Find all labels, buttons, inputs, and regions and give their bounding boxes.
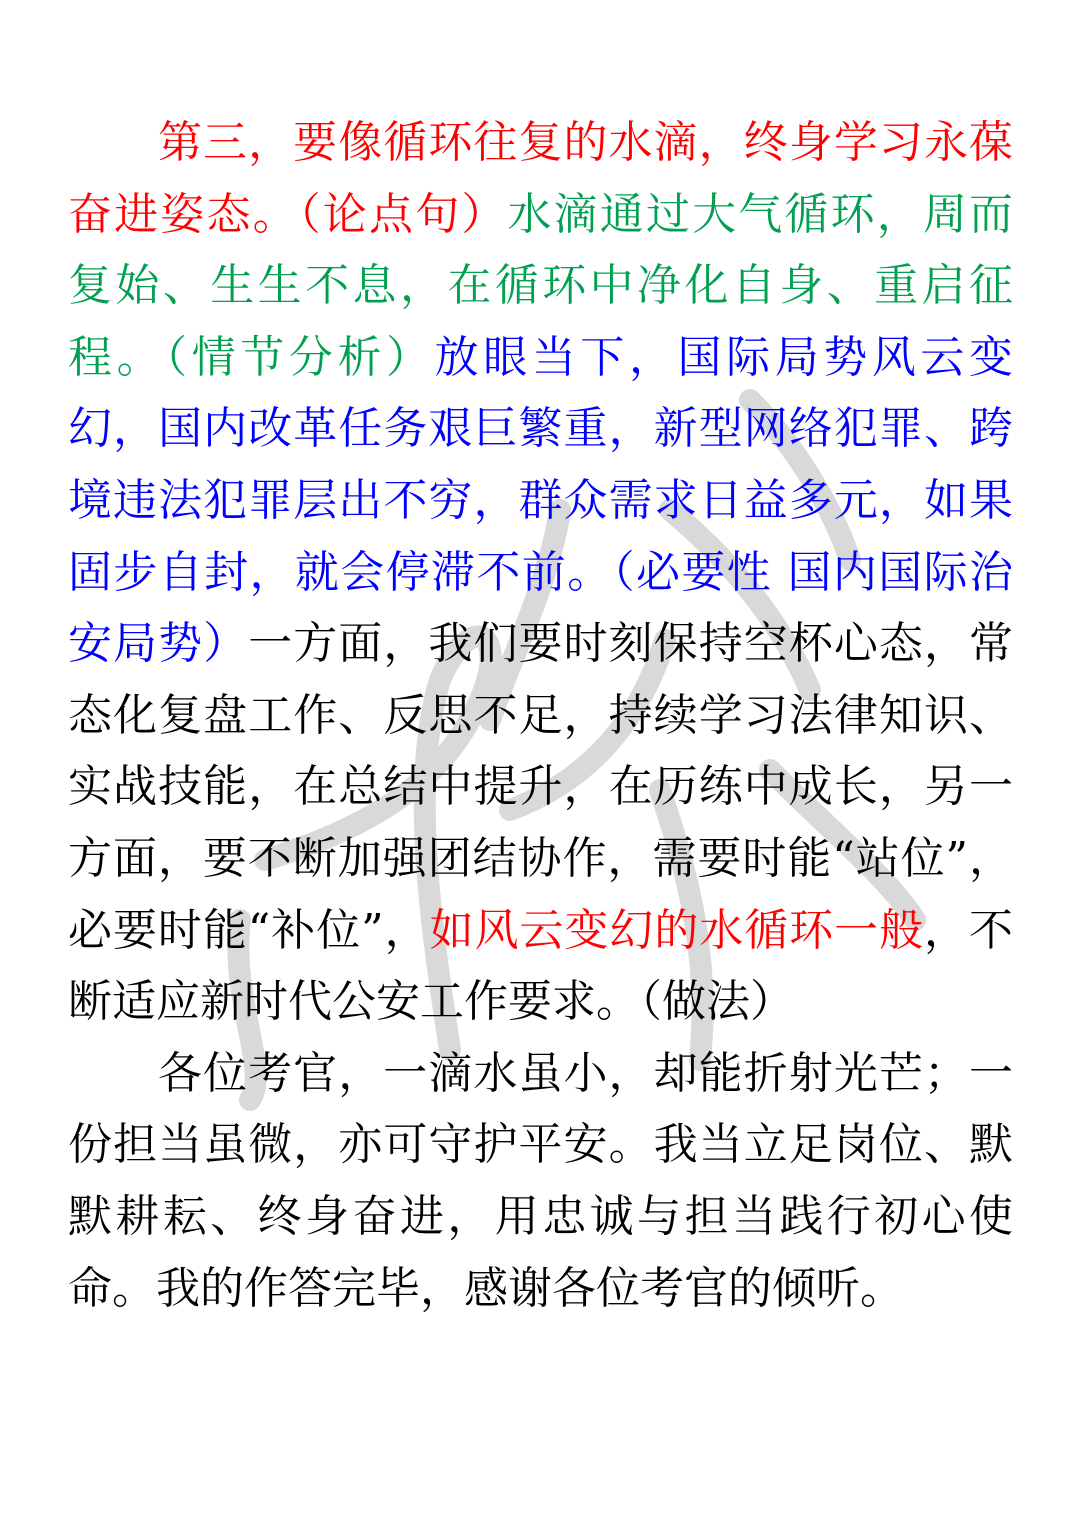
method-sentence: 一方面，我们要时刻保持空杯心态，常态化复盘工作、反思不足，持续学习法律知识、实战技能，在总结中提升，在历练中成长，另一方面，要不断加强团结协作，需要时能“站位”，必要时能“补位”， [68, 618, 1014, 956]
paragraph-third-point [68, 107, 1013, 1038]
necessity-sentence: 放眼当下，国际局势风云变幻，国内改革任务艰巨繁重，新型网络犯罪、跨境违法犯罪层出不穷，群众需求日益多元，如果固步自封，就会停滞不前。（必要性 国内国际治安局势） [68, 331, 1014, 670]
answer-text [68, 107, 1013, 1324]
paragraph-conclusion: 各位考官，一滴水虽小，却能折射光芒；一份担当虽微，亦可守护平安。我当立足岗位、默默耕耘、终身奋进，用忠诚与担当践行初心使命。我的作答完毕，感谢各位考官的倾听。 [68, 1047, 1013, 1314]
method-ending: ，不断适应新时代公安工作要求。（做法） [68, 904, 1013, 1028]
thesis-sentence: 第三，要像循环往复的水滴，终身学习永葆奋进姿态。（论点句） [68, 117, 1013, 240]
analysis-sentence: 水滴通过大气循环，周而复始、生生不息，在循环中净化自身、重启征程。（情节分析） [68, 188, 1013, 383]
metaphor-phrase: 如风云变幻的水循环一般 [429, 904, 925, 956]
